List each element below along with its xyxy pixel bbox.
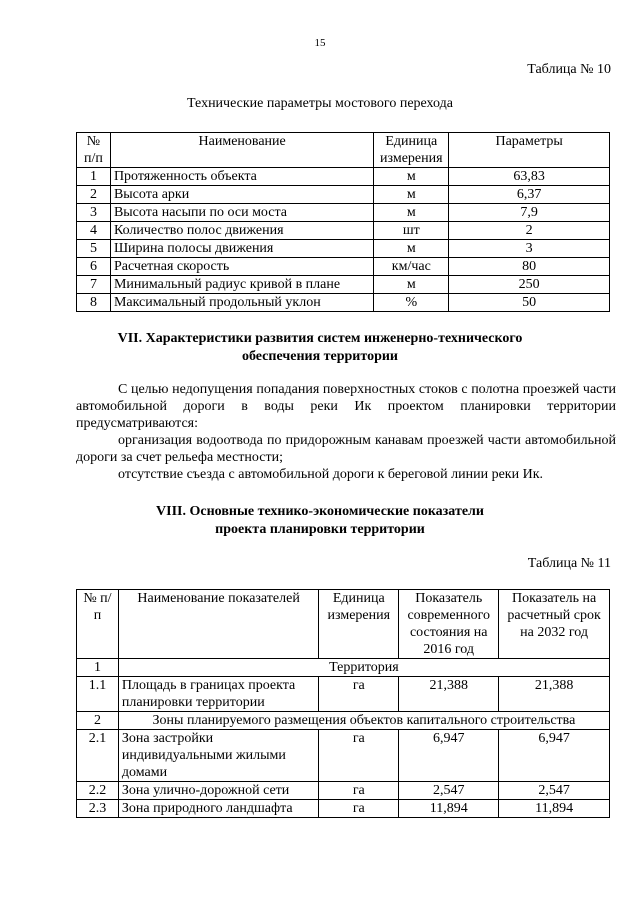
cell-unit: м bbox=[374, 168, 449, 186]
group-title: Территория bbox=[118, 659, 609, 677]
group-title: Зоны планируемого размещения объектов капитального строительства bbox=[118, 712, 609, 730]
cell-num: 6 bbox=[77, 258, 111, 276]
cell-value: 2 bbox=[449, 222, 610, 240]
header-unit: Единица измерения bbox=[374, 133, 449, 168]
section-7-heading-line1: VII. Характеристики развития систем инженерно-технического bbox=[117, 331, 523, 346]
header-unit: Единица измерения bbox=[319, 590, 399, 659]
cell-value: 50 bbox=[449, 294, 610, 312]
cell-num: 2.1 bbox=[77, 730, 119, 782]
cell-unit: м bbox=[374, 276, 449, 294]
cell-unit: га bbox=[319, 800, 399, 818]
header-name: Наименование bbox=[110, 133, 373, 168]
header-name: Наименование показателей bbox=[118, 590, 318, 659]
cell-name: Протяженность объекта bbox=[110, 168, 373, 186]
section-8-heading bbox=[0, 503, 640, 539]
table-row bbox=[77, 258, 610, 276]
cell-name: Зона природного ландшафта bbox=[118, 800, 318, 818]
cell-name: Площадь в границах проекта планировки территории bbox=[118, 677, 318, 712]
table-11 bbox=[76, 589, 610, 818]
page-number: 15 bbox=[314, 37, 326, 49]
cell-unit: га bbox=[319, 730, 399, 782]
cell-num: 7 bbox=[77, 276, 111, 294]
group-num: 2 bbox=[77, 712, 119, 730]
cell-name: Минимальный радиус кривой в плане bbox=[110, 276, 373, 294]
section-7-body bbox=[76, 381, 616, 483]
cell-num: 4 bbox=[77, 222, 111, 240]
header-params: Параметры bbox=[449, 133, 610, 168]
group-num: 1 bbox=[77, 659, 119, 677]
table-row bbox=[77, 294, 610, 312]
table-row bbox=[77, 782, 610, 800]
table-row bbox=[77, 186, 610, 204]
cell-future: 6,947 bbox=[499, 730, 610, 782]
cell-current: 11,894 bbox=[399, 800, 499, 818]
cell-value: 7,9 bbox=[449, 204, 610, 222]
section-7-heading bbox=[0, 330, 640, 366]
table-row bbox=[77, 222, 610, 240]
cell-num: 2.2 bbox=[77, 782, 119, 800]
cell-value: 63,83 bbox=[449, 168, 610, 186]
cell-future: 2,547 bbox=[499, 782, 610, 800]
cell-current: 21,388 bbox=[399, 677, 499, 712]
cell-unit: км/час bbox=[374, 258, 449, 276]
cell-num: 1.1 bbox=[77, 677, 119, 712]
cell-name: Ширина полосы движения bbox=[110, 240, 373, 258]
table-group-row bbox=[77, 712, 610, 730]
cell-num: 5 bbox=[77, 240, 111, 258]
cell-name: Количество полос движения bbox=[110, 222, 373, 240]
table-group-row bbox=[77, 659, 610, 677]
cell-future: 11,894 bbox=[499, 800, 610, 818]
cell-unit: % bbox=[374, 294, 449, 312]
table-row bbox=[77, 204, 610, 222]
table-11-label: Таблица № 11 bbox=[527, 556, 611, 571]
cell-unit: м bbox=[374, 186, 449, 204]
cell-current: 6,947 bbox=[399, 730, 499, 782]
table-10-label: Таблица № 10 bbox=[527, 62, 611, 77]
cell-name: Расчетная скорость bbox=[110, 258, 373, 276]
cell-num: 2 bbox=[77, 186, 111, 204]
cell-num: 2.3 bbox=[77, 800, 119, 818]
table-10 bbox=[76, 132, 610, 312]
cell-unit: шт bbox=[374, 222, 449, 240]
section-7-heading-line2: обеспечения территории bbox=[241, 349, 398, 364]
header-num: № п/п bbox=[77, 133, 111, 168]
cell-num: 1 bbox=[77, 168, 111, 186]
cell-name: Зона застройки индивидуальными жилыми домами bbox=[118, 730, 318, 782]
header-num: № п/п bbox=[77, 590, 119, 659]
header-current: Показатель современного состояния на 2016 год bbox=[399, 590, 499, 659]
cell-name: Зона улично-дорожной сети bbox=[118, 782, 318, 800]
cell-name: Высота насыпи по оси моста bbox=[110, 204, 373, 222]
cell-unit: м bbox=[374, 204, 449, 222]
cell-current: 2,547 bbox=[399, 782, 499, 800]
header-future: Показатель на расчетный срок на 2032 год bbox=[499, 590, 610, 659]
table-row bbox=[77, 800, 610, 818]
table-row bbox=[77, 677, 610, 712]
cell-name: Максимальный продольный уклон bbox=[110, 294, 373, 312]
section-8-heading-line1: VIII. Основные технико-экономические показатели bbox=[156, 504, 484, 519]
cell-value: 250 bbox=[449, 276, 610, 294]
cell-num: 3 bbox=[77, 204, 111, 222]
paragraph: организация водоотвода по придорожным канавам проезжей части автомобильной дороги за счет рельефа местности; bbox=[76, 433, 616, 465]
cell-unit: га bbox=[319, 677, 399, 712]
cell-unit: м bbox=[374, 240, 449, 258]
cell-unit: га bbox=[319, 782, 399, 800]
cell-value: 80 bbox=[449, 258, 610, 276]
cell-name: Высота арки bbox=[110, 186, 373, 204]
table-row bbox=[77, 168, 610, 186]
cell-value: 6,37 bbox=[449, 186, 610, 204]
table-header-row bbox=[77, 590, 610, 659]
cell-num: 8 bbox=[77, 294, 111, 312]
table-row bbox=[77, 730, 610, 782]
paragraph: отсутствие съезда с автомобильной дороги к береговой линии реки Ик. bbox=[118, 467, 544, 482]
cell-future: 21,388 bbox=[499, 677, 610, 712]
paragraph: С целью недопущения попадания поверхностных стоков с полотна проезжей части автомобильной дороги в воды реки Ик проектом планировки территории предусматриваются: bbox=[76, 382, 616, 431]
table-row bbox=[77, 276, 610, 294]
cell-value: 3 bbox=[449, 240, 610, 258]
table-header-row bbox=[77, 133, 610, 168]
table-row bbox=[77, 240, 610, 258]
section-8-heading-line2: проекта планировки территории bbox=[215, 522, 425, 537]
table-10-title: Технические параметры мостового перехода bbox=[187, 96, 453, 111]
